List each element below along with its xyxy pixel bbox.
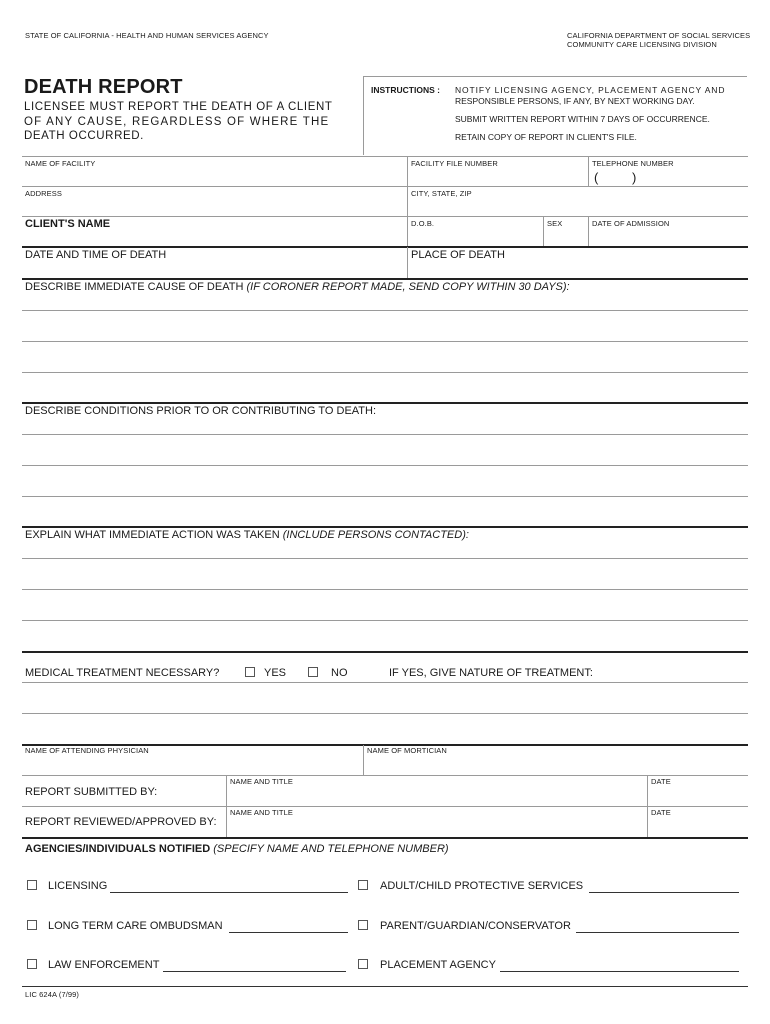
cause-of-death-label bbox=[25, 281, 570, 293]
conditions-line-3[interactable] bbox=[22, 496, 748, 497]
instruction-line-4: RETAIN COPY OF REPORT IN CLIENT'S FILE. bbox=[455, 132, 637, 142]
agency-right-1: CALIFORNIA DEPARTMENT OF SOCIAL SERVICES bbox=[567, 31, 751, 40]
parent-label: PARENT/GUARDIAN/CONSERVATOR bbox=[380, 920, 571, 932]
instruction-line-3: SUBMIT WRITTEN REPORT WITHIN 7 DAYS OF OCCURRENCE. bbox=[455, 114, 710, 124]
parent-line[interactable] bbox=[576, 932, 739, 933]
instruction-line-2: RESPONSIBLE PERSONS, IF ANY, BY NEXT WORKING DAY. bbox=[455, 96, 695, 106]
cause-note-text: (IF CORONER REPORT MADE, SEND COPY WITHIN 30 DAYS): bbox=[246, 281, 570, 293]
conditions-line-2[interactable] bbox=[22, 465, 748, 466]
sex-label: SEX bbox=[547, 219, 563, 228]
licensing-checkbox[interactable] bbox=[27, 880, 37, 890]
medical-treatment-label: MEDICAL TREATMENT NECESSARY? bbox=[25, 667, 220, 679]
treatment-line-1[interactable] bbox=[22, 682, 748, 683]
cause-label-text: DESCRIBE IMMEDIATE CAUSE OF DEATH bbox=[25, 281, 244, 293]
conditions-line-1[interactable] bbox=[22, 434, 748, 435]
law-enforcement-checkbox[interactable] bbox=[27, 959, 37, 969]
licensing-line[interactable] bbox=[110, 892, 348, 893]
telephone-open-paren: ( bbox=[594, 170, 599, 185]
law-enforcement-line[interactable] bbox=[163, 971, 346, 972]
action-line-1[interactable] bbox=[22, 558, 748, 559]
treatment-line-2[interactable] bbox=[22, 713, 748, 714]
telephone-close-paren: ) bbox=[632, 170, 637, 185]
placement-label: PLACEMENT AGENCY bbox=[380, 959, 496, 971]
ombudsman-line[interactable] bbox=[229, 932, 348, 933]
reviewed-by-label: REPORT REVIEWED/APPROVED BY: bbox=[25, 816, 217, 828]
facility-name-label: NAME OF FACILITY bbox=[25, 159, 96, 168]
reviewed-name-title-label: NAME AND TITLE bbox=[230, 808, 293, 817]
submitted-by-label: REPORT SUBMITTED BY: bbox=[25, 786, 158, 798]
action-note-text: (INCLUDE PERSONS CONTACTED): bbox=[282, 529, 469, 541]
placement-line[interactable] bbox=[500, 971, 739, 972]
action-label-text: EXPLAIN WHAT IMMEDIATE ACTION WAS TAKEN bbox=[25, 529, 280, 541]
ombudsman-label: LONG TERM CARE OMBUDSMAN bbox=[48, 920, 223, 932]
agencies-notified-label bbox=[25, 843, 449, 855]
facility-file-number-label: FACILITY FILE NUMBER bbox=[411, 159, 498, 168]
clients-name-label: CLIENT'S NAME bbox=[25, 218, 111, 230]
instruction-line-1: NOTIFY LICENSING AGENCY, PLACEMENT AGENCY AND bbox=[455, 85, 726, 95]
submitted-date-label: DATE bbox=[651, 777, 671, 786]
address-label: ADDRESS bbox=[25, 189, 62, 198]
cause-line-3[interactable] bbox=[22, 372, 748, 373]
title-sub-3: DEATH OCCURRED. bbox=[24, 130, 144, 142]
form-number: LIC 624A (7/99) bbox=[25, 990, 80, 999]
telephone-label: TELEPHONE NUMBER bbox=[592, 159, 674, 168]
place-of-death-label: PLACE OF DEATH bbox=[411, 249, 505, 261]
title-sub-1: LICENSEE MUST REPORT THE DEATH OF A CLIENT bbox=[24, 101, 333, 113]
mortician-label: NAME OF MORTICIAN bbox=[367, 746, 447, 755]
agencies-label-text: AGENCIES/INDIVIDUALS NOTIFIED bbox=[25, 843, 211, 855]
cause-line-2[interactable] bbox=[22, 341, 748, 342]
action-line-3[interactable] bbox=[22, 620, 748, 621]
no-label: NO bbox=[331, 667, 348, 679]
yes-label: YES bbox=[264, 667, 287, 679]
conditions-label: DESCRIBE CONDITIONS PRIOR TO OR CONTRIBUTING TO DEATH: bbox=[25, 405, 377, 417]
adult-child-label: ADULT/CHILD PROTECTIVE SERVICES bbox=[380, 880, 584, 892]
agency-right-2: COMMUNITY CARE LICENSING DIVISION bbox=[567, 40, 717, 49]
licensing-label: LICENSING bbox=[48, 880, 108, 892]
cause-line-1[interactable] bbox=[22, 310, 748, 311]
adult-child-checkbox[interactable] bbox=[358, 880, 368, 890]
agency-left: STATE OF CALIFORNIA - HEALTH AND HUMAN SERVICES AGENCY bbox=[25, 31, 269, 40]
action-taken-label bbox=[25, 529, 469, 541]
form-title: DEATH REPORT bbox=[24, 76, 183, 98]
dob-label: D.O.B. bbox=[411, 219, 435, 228]
date-time-of-death-label: DATE AND TIME OF DEATH bbox=[25, 249, 167, 261]
law-enforcement-label: LAW ENFORCEMENT bbox=[48, 959, 160, 971]
city-state-zip-label: CITY, STATE, ZIP bbox=[411, 189, 472, 198]
agencies-note-text: (SPECIFY NAME AND TELEPHONE NUMBER) bbox=[213, 843, 449, 855]
parent-checkbox[interactable] bbox=[358, 920, 368, 930]
placement-checkbox[interactable] bbox=[358, 959, 368, 969]
reviewed-date-label: DATE bbox=[651, 808, 671, 817]
yes-checkbox[interactable] bbox=[245, 667, 255, 677]
submitted-name-title-label: NAME AND TITLE bbox=[230, 777, 293, 786]
ombudsman-checkbox[interactable] bbox=[27, 920, 37, 930]
if-yes-label: IF YES, GIVE NATURE OF TREATMENT: bbox=[389, 667, 593, 679]
physician-label: NAME OF ATTENDING PHYSICIAN bbox=[25, 746, 149, 755]
instructions-label: INSTRUCTIONS : bbox=[371, 85, 440, 95]
title-sub-2: OF ANY CAUSE, REGARDLESS OF WHERE THE bbox=[24, 116, 330, 128]
action-line-2[interactable] bbox=[22, 589, 748, 590]
date-of-admission-label: DATE OF ADMISSION bbox=[592, 219, 670, 228]
adult-child-line[interactable] bbox=[589, 892, 739, 893]
no-checkbox[interactable] bbox=[308, 667, 318, 677]
